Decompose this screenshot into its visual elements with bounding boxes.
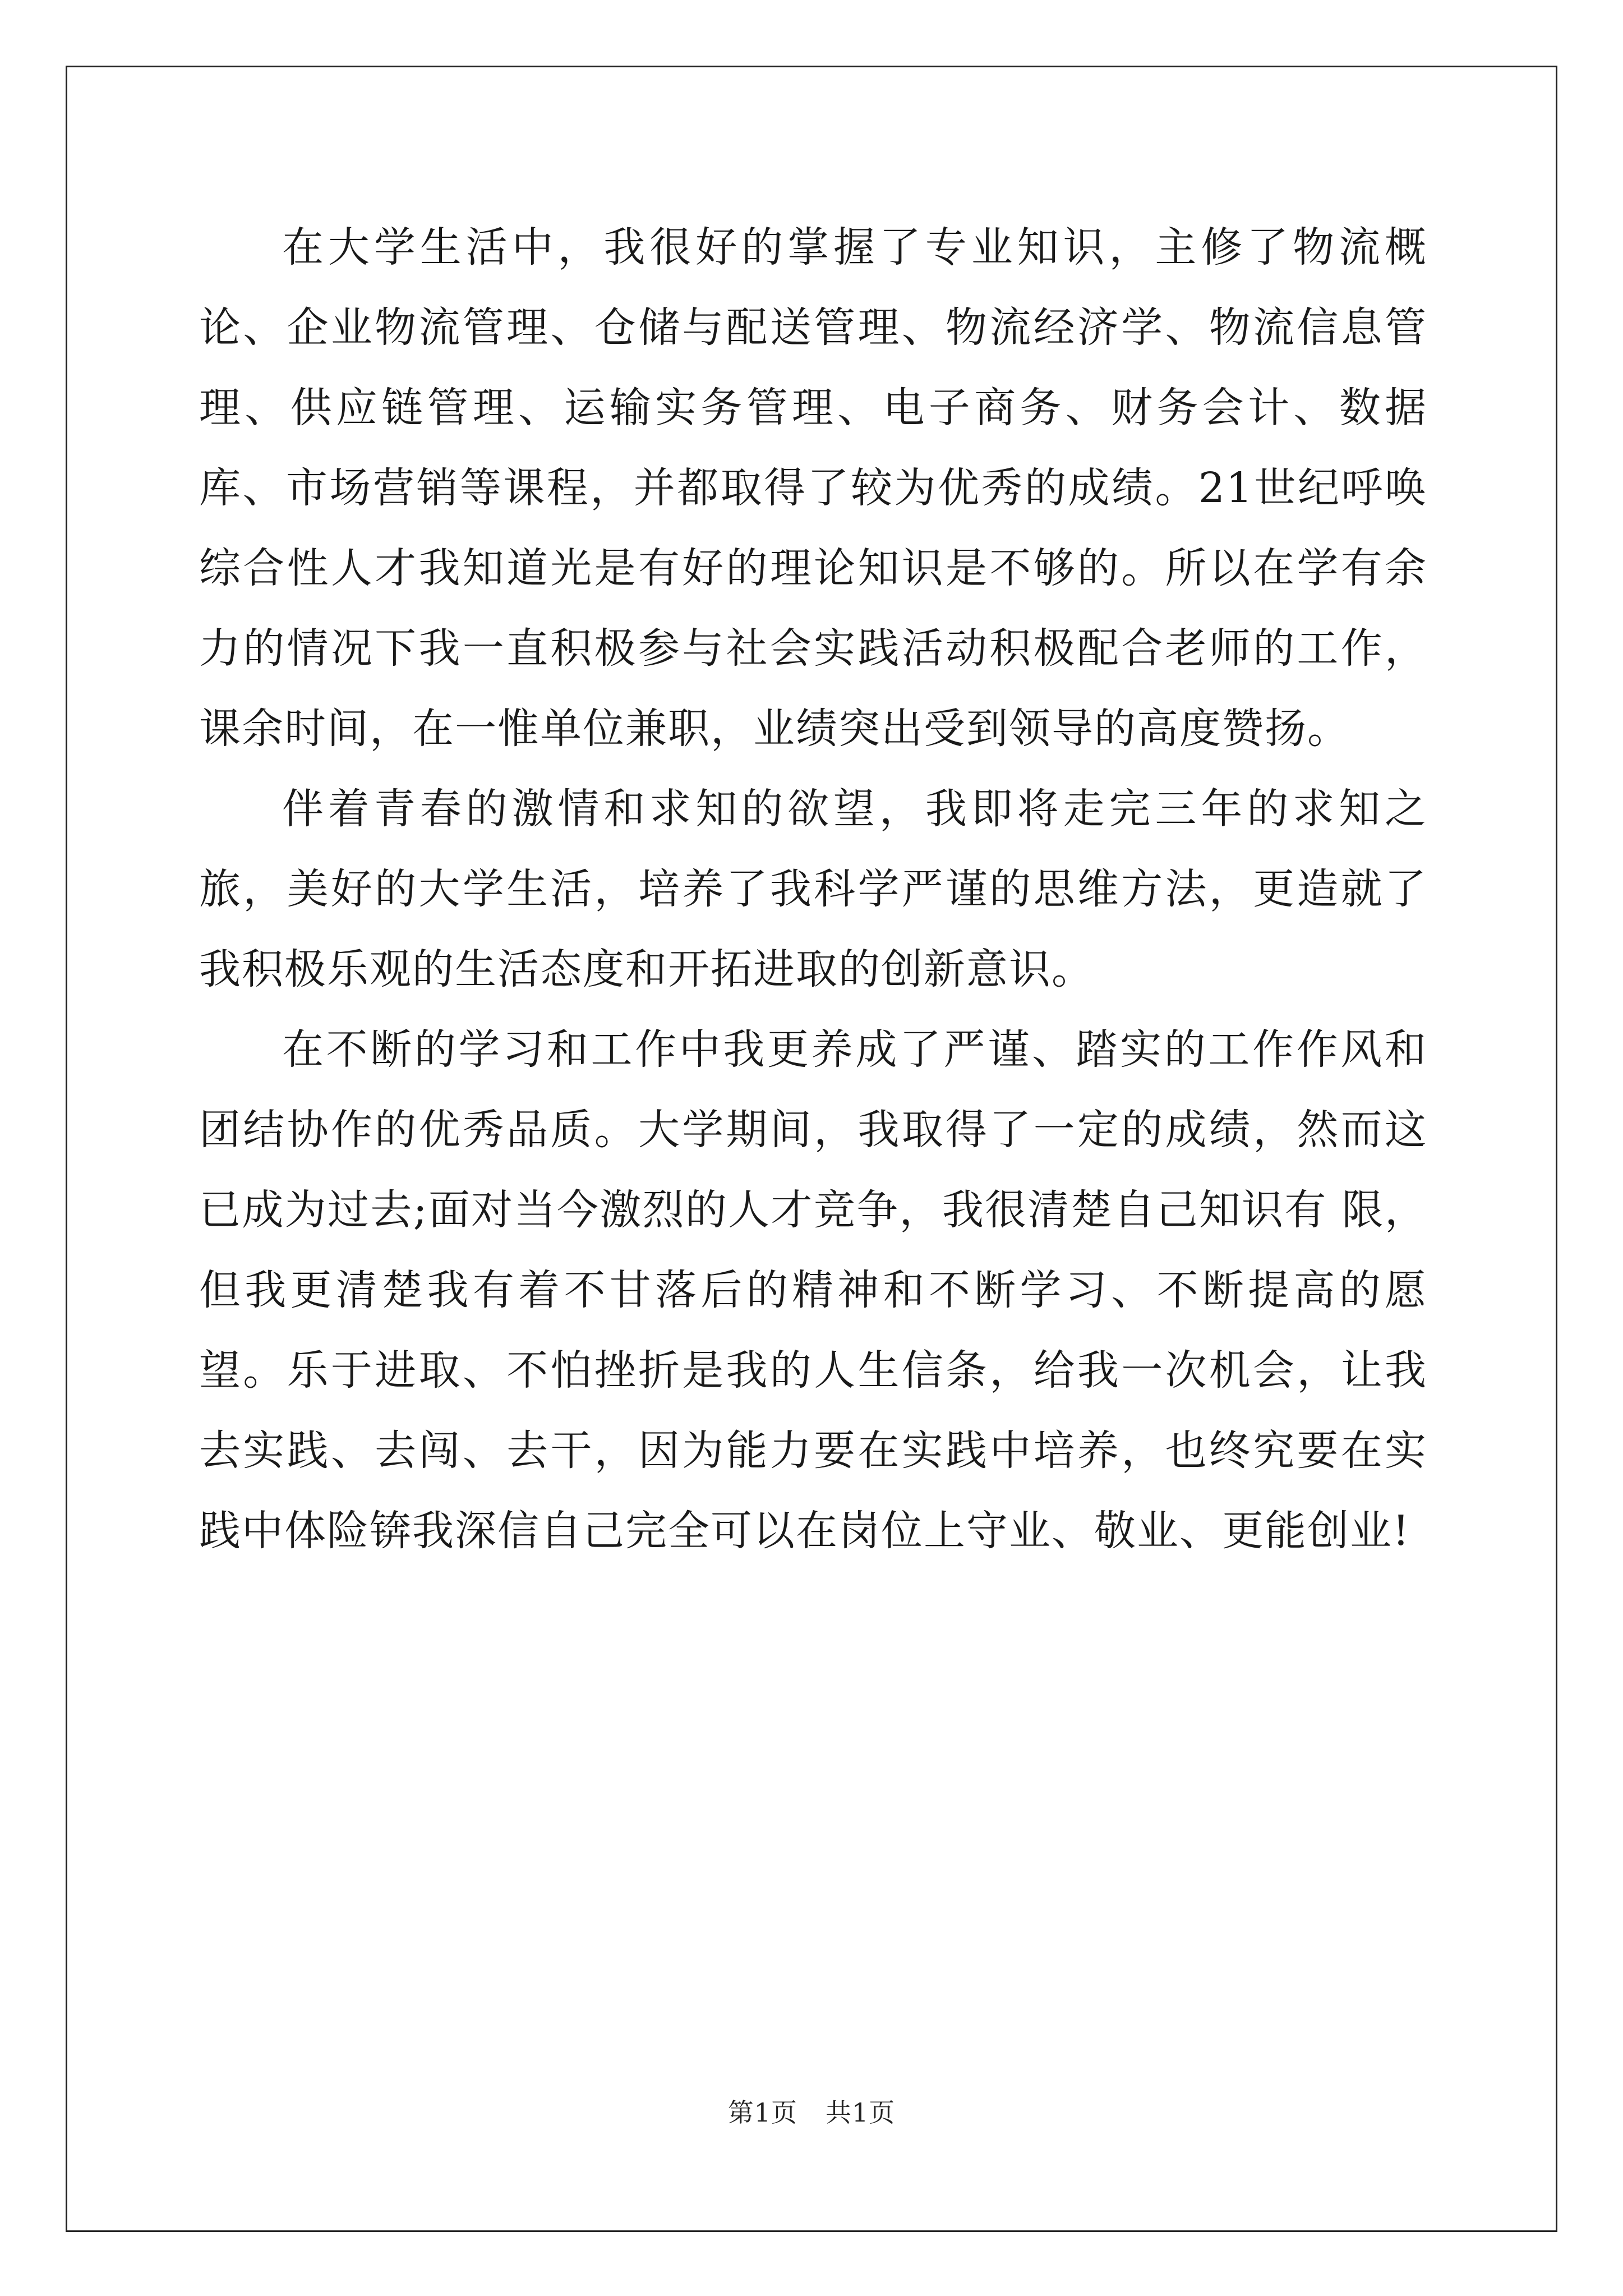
paragraph-2: 伴着青春的激情和求知的欲望，我即将走完三年的求知之旅，美好的大学生活，培养了我科学严谨的思维方法，更造就了我积极乐观的生活态度和开拓进取的创新意识。 [199,785,1427,993]
page-number: 第1页 [727,2097,797,2128]
page-total: 共1页 [826,2097,896,2128]
page-footer [0,2092,1623,2129]
paragraph-3: 在不断的学习和工作中我更养成了严谨、踏实的工作作风和团结协作的优秀品质。大学期间，我取得了一定的成绩，然而这已成为过去;面对当今激烈的人才竞争，我很清楚自己知识有 限，但我更清楚我有着不甘落后的精神和不断学习、不断提高的愿望。乐于进取、不怕挫折是我的人生信条，给我一次机会，让我去实践、去闯、去干，因为能力要在实践中培养，也终究要在实践中体险锛我深信自己完全可以在岗位上守业、敬业、更能创业! [199,1025,1427,1555]
document-body [199,208,1427,1571]
paragraph-1: 在大学生活中，我很好的掌握了专业知识，主修了物流概论、企业物流管理、仓储与配送管理、物流经济学、物流信息管理、供应链管理、运输实务管理、电子商务、财务会计、数据库、市场营销等课程，并都取得了较为优秀的成绩。21世纪呼唤综合性人才我知道光是有好的理论知识是不够的。所以在学有余力的情况下我一直积极参与社会实践活动积极配合老师的工作，课余时间，在一惟单位兼职，业绩突出受到领导的高度赞扬。 [199,223,1427,753]
